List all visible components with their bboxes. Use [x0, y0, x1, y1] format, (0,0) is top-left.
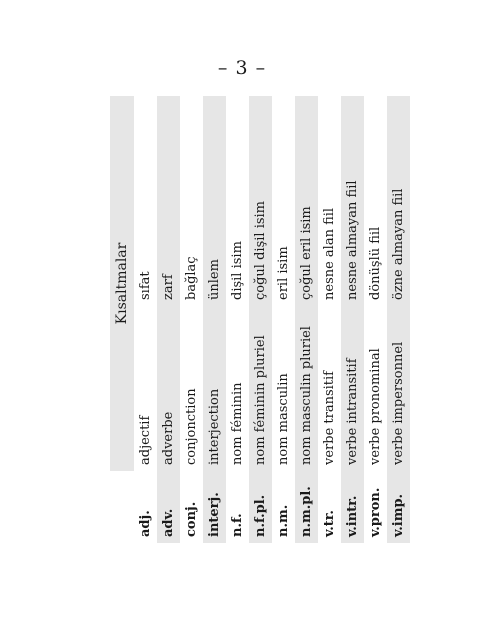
turkish-term-cell: çoğul eril isim: [295, 96, 318, 306]
table-row: [318, 96, 341, 543]
abbreviation-cell: v.imp.: [387, 471, 410, 543]
french-term-cell: nom masculin: [276, 373, 291, 465]
turkish-term-cell: nesne almayan fiil: [341, 96, 364, 306]
french-term-cell: interjection: [203, 306, 226, 471]
french-term-cell: adjectif: [138, 415, 153, 465]
french-term-cell: adverbe: [157, 306, 180, 471]
abbreviation-cell: n.m.pl.: [295, 471, 318, 543]
table-row: [134, 96, 157, 543]
turkish-term-cell: nesne alan fiil: [322, 207, 337, 300]
turkish-term-cell: dönüşlü fiil: [368, 226, 383, 300]
table-row: [249, 96, 272, 543]
turkish-term-cell: eril isim: [276, 246, 291, 300]
french-term-cell: nom féminin pluriel: [249, 306, 272, 471]
turkish-term-cell: dişil isim: [230, 241, 245, 300]
abbreviation-cell: v.pron.: [368, 487, 383, 537]
table-body: [134, 96, 410, 543]
rotated-table-container: [110, 96, 406, 543]
abbreviation-cell: v.tr.: [322, 510, 337, 537]
table-row: [203, 96, 226, 543]
french-term-cell: nom féminin: [230, 382, 245, 465]
abbreviations-table: [110, 96, 410, 543]
turkish-term-cell: özne almayan fiil: [387, 96, 410, 306]
french-term-cell: verbe intransitif: [341, 306, 364, 471]
french-term-cell: conjonction: [184, 388, 199, 465]
abbreviations-table-wrapper: [110, 96, 406, 543]
abbreviation-cell: v.intr.: [341, 471, 364, 543]
table-row: [272, 96, 295, 543]
table-row: [295, 96, 318, 543]
page-number: – 3 –: [217, 57, 267, 79]
abbreviation-cell: n.m.: [276, 504, 291, 537]
table-row: [387, 96, 410, 543]
table-row: [341, 96, 364, 543]
french-term-cell: verbe impersonnel: [387, 306, 410, 471]
abbreviation-cell: conj.: [184, 501, 199, 537]
turkish-term-cell: ünlem: [203, 96, 226, 306]
abbreviation-cell: interj.: [203, 471, 226, 543]
table-row: [180, 96, 203, 543]
table-row: [364, 96, 387, 543]
abbreviation-cell: n.f.: [230, 513, 245, 537]
french-term-cell: verbe pronominal: [368, 348, 383, 465]
abbreviation-cell: n.f.pl.: [249, 471, 272, 543]
turkish-term-cell: zarf: [157, 96, 180, 306]
turkish-term-cell: sıfat: [138, 271, 153, 300]
abbreviation-cell: adj.: [138, 510, 153, 537]
french-term-cell: verbe transitif: [322, 371, 337, 465]
table-row: [157, 96, 180, 543]
turkish-term-cell: bağlaç: [184, 256, 199, 300]
turkish-term-cell: çoğul dişil isim: [249, 96, 272, 306]
table-title: Kısaltmalar: [110, 96, 134, 471]
table-header-row: [110, 96, 134, 543]
abbreviation-cell: adv.: [157, 471, 180, 543]
french-term-cell: nom masculin pluriel: [295, 306, 318, 471]
table-row: [226, 96, 249, 543]
